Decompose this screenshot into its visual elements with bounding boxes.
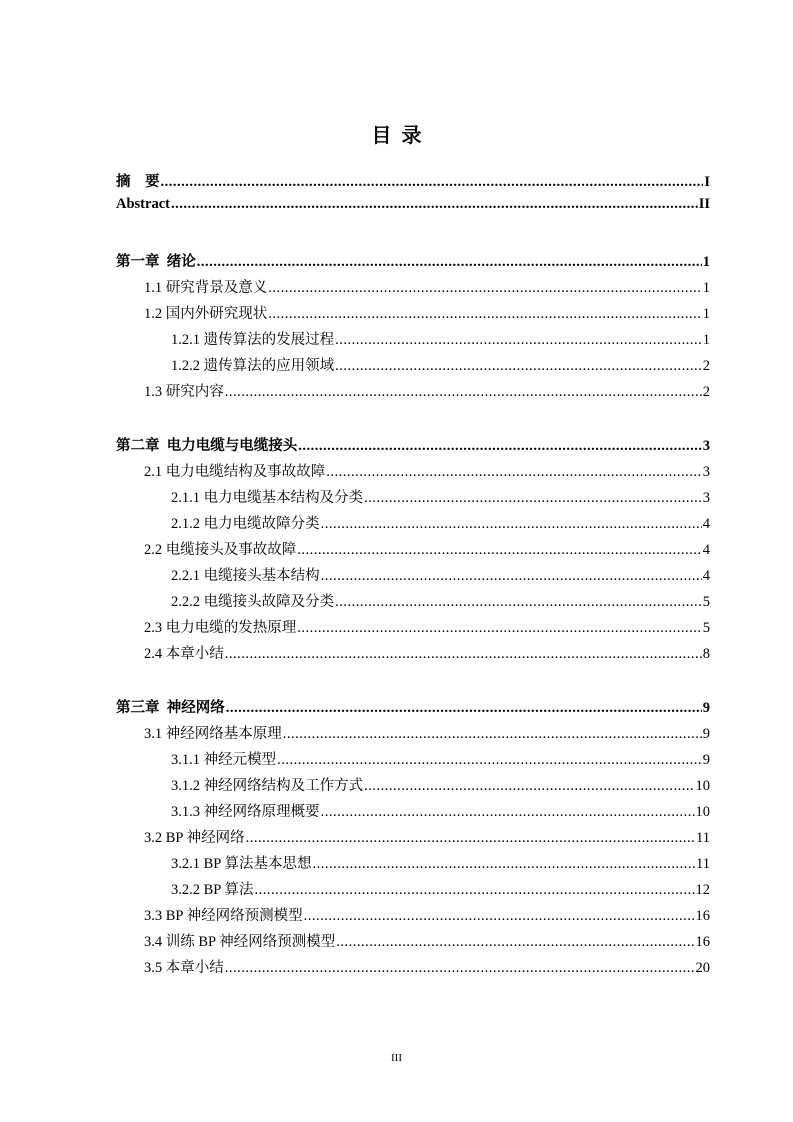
toc-dot-leader xyxy=(246,830,695,847)
toc-dot-leader xyxy=(335,594,702,611)
toc-dot-leader xyxy=(364,490,702,507)
toc-entry-label: Abstract xyxy=(116,196,170,212)
toc-entry[interactable] xyxy=(116,276,710,302)
toc-dot-leader xyxy=(335,332,702,349)
toc-entry[interactable] xyxy=(116,590,710,616)
toc-entry-label: 2.1.2 电力电缆故障分类 xyxy=(171,516,320,532)
toc-dot-leader xyxy=(297,620,702,637)
toc-entry-page: 1 xyxy=(702,254,710,270)
toc-entry-page: I xyxy=(704,174,710,190)
toc-entry-label: 2.2.2 电缆接头故障及分类 xyxy=(171,594,335,610)
toc-entry-page: 10 xyxy=(695,778,710,794)
toc-entry-page: 1 xyxy=(702,280,710,296)
toc-entry-label: 3.4 训练 BP 神经网络预测模型 xyxy=(144,934,336,950)
toc-dot-leader xyxy=(171,196,698,213)
toc-entry[interactable] xyxy=(116,956,710,982)
toc-entry[interactable] xyxy=(116,486,710,512)
toc-dot-leader xyxy=(225,384,702,401)
toc-entry-label: 3.3 BP 神经网络预测模型 xyxy=(144,908,303,924)
toc-entry-page: 16 xyxy=(695,934,710,950)
toc-dot-leader xyxy=(268,280,702,297)
toc-entry-label: 3.1 神经网络基本原理 xyxy=(144,726,282,742)
toc-entry[interactable] xyxy=(116,354,710,380)
toc-dot-leader xyxy=(312,856,695,873)
toc-dot-leader xyxy=(161,174,704,191)
page-title: 目 录 xyxy=(371,125,422,147)
toc-entry-label: 第二章 电力电缆与电缆接头 xyxy=(116,438,298,454)
toc-dot-leader xyxy=(336,934,694,951)
toc-entry-label: 2.2 电缆接头及事故故障 xyxy=(144,542,297,558)
toc-dot-leader xyxy=(297,542,702,559)
toc-entry[interactable] xyxy=(116,512,710,538)
toc-entry-page: 9 xyxy=(702,726,710,742)
toc-entry[interactable] xyxy=(116,774,710,800)
toc-entry-label: 1.2.2 遗传算法的应用领域 xyxy=(171,358,335,374)
toc-entry-page: 5 xyxy=(702,620,710,636)
toc-entry-label: 3.2.1 BP 算法基本思想 xyxy=(171,856,312,872)
toc-entry-page: 11 xyxy=(696,856,710,872)
toc-entry-page: 9 xyxy=(702,752,710,768)
toc-dot-leader xyxy=(277,752,702,769)
toc-dot-leader xyxy=(254,882,694,899)
toc-entry-page: 4 xyxy=(702,516,710,532)
toc-entry-page: 9 xyxy=(702,700,710,716)
toc-entry-page: 4 xyxy=(702,542,710,558)
toc-dot-leader xyxy=(304,908,695,925)
toc-entry-page: 4 xyxy=(702,568,710,584)
toc-entry-label: 3.2.2 BP 算法 xyxy=(171,882,254,898)
table-of-contents xyxy=(116,170,710,982)
toc-entry[interactable] xyxy=(116,800,710,826)
toc-entry-page: 2 xyxy=(702,358,710,374)
toc-entry[interactable] xyxy=(116,196,710,222)
toc-entry[interactable] xyxy=(116,538,710,564)
toc-entry[interactable] xyxy=(116,460,710,486)
toc-entry[interactable] xyxy=(116,170,710,196)
toc-dot-leader xyxy=(364,778,694,795)
toc-entry[interactable] xyxy=(116,616,710,642)
page-number: III xyxy=(391,1052,402,1064)
toc-entry[interactable] xyxy=(116,878,710,904)
toc-entry-label: 1.2.1 遗传算法的发展过程 xyxy=(171,332,335,348)
toc-entry-page: 16 xyxy=(695,908,710,924)
toc-dot-leader xyxy=(321,516,702,533)
toc-entry[interactable] xyxy=(116,826,710,852)
toc-entry[interactable] xyxy=(116,722,710,748)
toc-entry-label: 1.2 国内外研究现状 xyxy=(144,306,268,322)
toc-dot-leader xyxy=(321,568,702,585)
toc-entry-label: 第一章 绪论 xyxy=(116,254,196,270)
toc-entry-label: 2.3 电力电缆的发热原理 xyxy=(144,620,297,636)
toc-entry-label: 2.1.1 电力电缆基本结构及分类 xyxy=(171,490,364,506)
toc-entry-label: 3.5 本章小结 xyxy=(144,960,224,976)
toc-entry-label: 2.2.1 电缆接头基本结构 xyxy=(171,568,320,584)
toc-dot-leader xyxy=(226,700,702,717)
toc-entry-page: 8 xyxy=(702,646,710,662)
toc-dot-leader xyxy=(321,804,695,821)
toc-entry-page: 1 xyxy=(702,306,710,322)
toc-dot-leader xyxy=(326,464,702,481)
toc-entry-label: 2.4 本章小结 xyxy=(144,646,224,662)
toc-entry-label: 3.2 BP 神经网络 xyxy=(144,830,245,846)
toc-entry-page: 20 xyxy=(695,960,710,976)
toc-entry-page: 11 xyxy=(696,830,710,846)
toc-entry-label: 第三章 神经网络 xyxy=(116,700,225,716)
toc-entry-page: 5 xyxy=(702,594,710,610)
toc-entry-label: 2.1 电力电缆结构及事故故障 xyxy=(144,464,326,480)
toc-entry[interactable] xyxy=(116,250,710,276)
toc-entry[interactable] xyxy=(116,852,710,878)
toc-entry[interactable] xyxy=(116,564,710,590)
toc-entry-page: 2 xyxy=(702,384,710,400)
toc-entry-page: 3 xyxy=(702,464,710,480)
toc-entry-page: 12 xyxy=(695,882,710,898)
toc-dot-leader xyxy=(283,726,702,743)
toc-entry[interactable] xyxy=(116,696,710,722)
toc-entry[interactable] xyxy=(116,434,710,460)
toc-entry[interactable] xyxy=(116,642,710,668)
toc-entry-label: 1.1 研究背景及意义 xyxy=(144,280,268,296)
toc-entry-label: 3.1.1 神经元模型 xyxy=(171,752,277,768)
toc-entry-page: 3 xyxy=(702,490,710,506)
toc-entry-page: 10 xyxy=(695,804,710,820)
toc-entry[interactable] xyxy=(116,302,710,328)
toc-entry[interactable] xyxy=(116,930,710,956)
toc-entry-page: 3 xyxy=(702,438,710,454)
toc-entry[interactable] xyxy=(116,380,710,406)
toc-entry-label: 摘 要 xyxy=(116,174,160,190)
toc-entry-label: 3.1.2 神经网络结构及工作方式 xyxy=(171,778,364,794)
toc-dot-leader xyxy=(225,960,695,977)
toc-entry-page: II xyxy=(698,196,710,212)
toc-entry[interactable] xyxy=(116,328,710,354)
toc-dot-leader xyxy=(225,646,702,663)
toc-dot-leader xyxy=(298,438,702,455)
toc-entry[interactable] xyxy=(116,904,710,930)
toc-dot-leader xyxy=(335,358,702,375)
toc-entry[interactable] xyxy=(116,748,710,774)
toc-entry-label: 1.3 研究内容 xyxy=(144,384,224,400)
toc-entry-label: 3.1.3 神经网络原理概要 xyxy=(171,804,320,820)
toc-dot-leader xyxy=(268,306,702,323)
toc-entry-page: 1 xyxy=(702,332,710,348)
toc-dot-leader xyxy=(197,254,702,271)
